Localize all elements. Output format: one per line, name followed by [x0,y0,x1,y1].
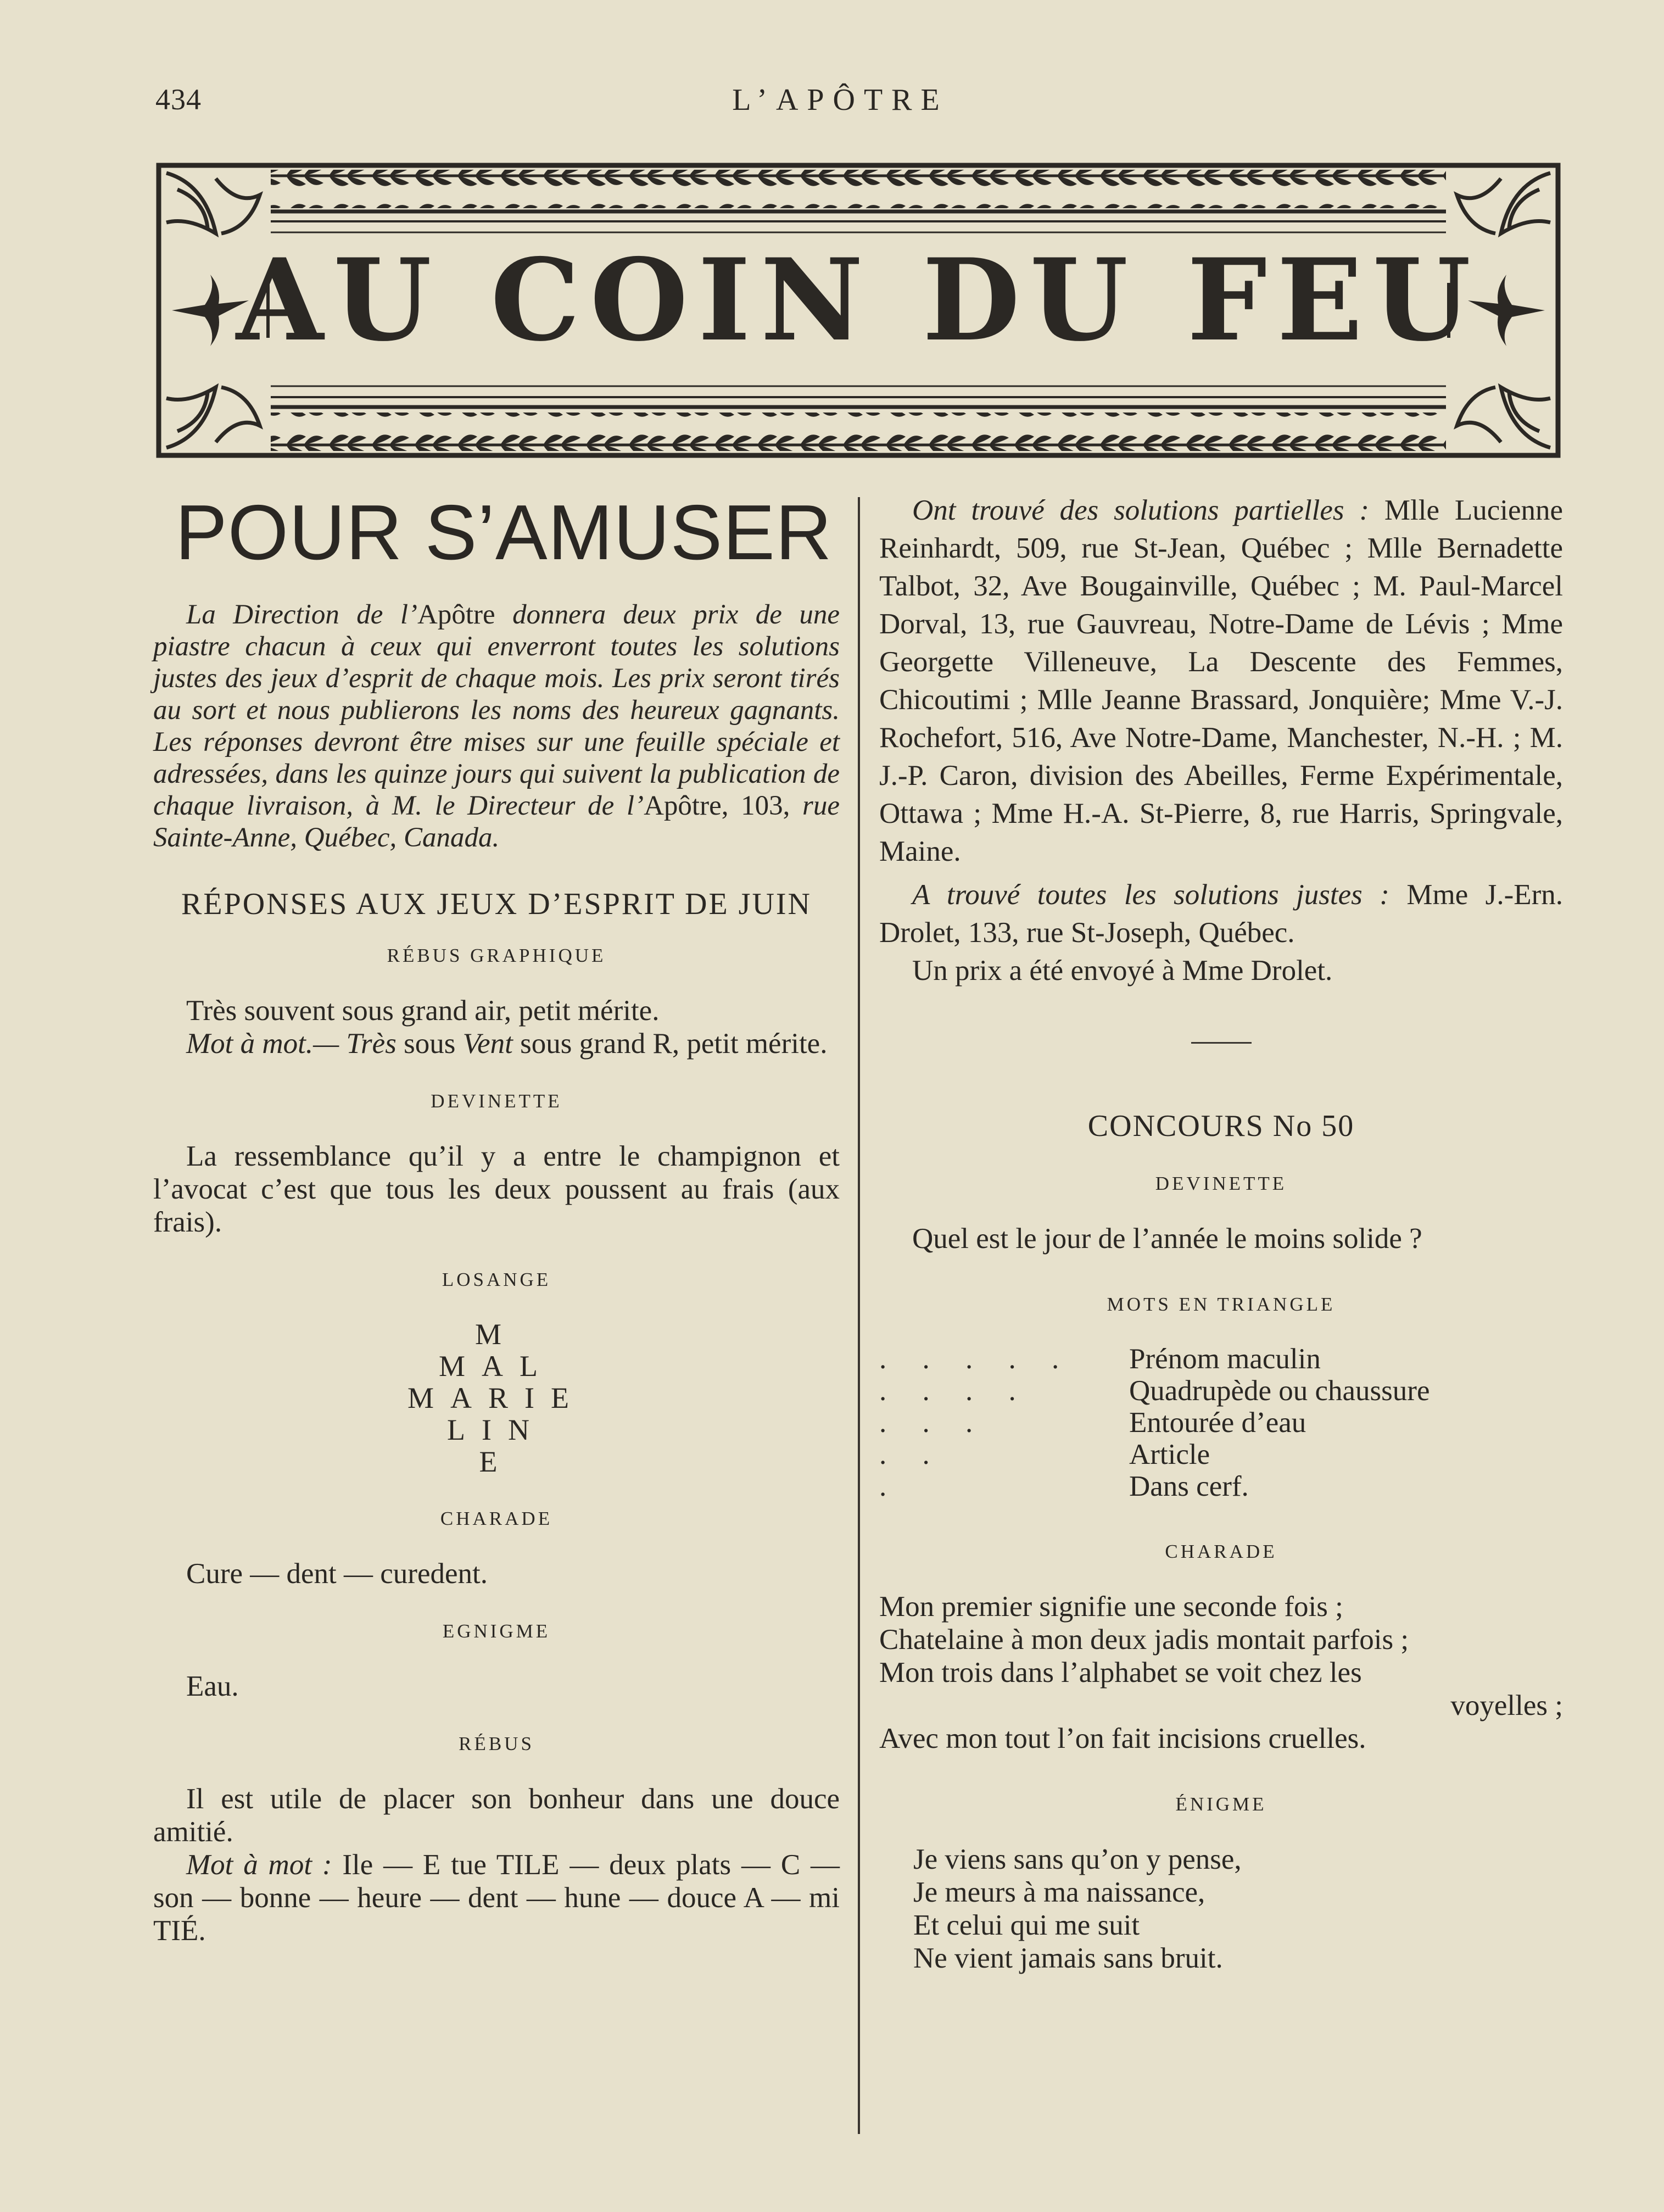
triangle-dots: . . [879,1439,944,1470]
prize-note: Un prix a été envoyé à Mme Drolet. [912,955,1333,987]
rebus-graphique-heading: RÉBUS GRAPHIQUE [387,945,606,966]
triangle-dots: . . . [879,1407,987,1439]
partial-solutions-names: Mlle Lucienne Reinhardt, 509, rue St-Jean, Québec ; Mlle Bernadette Talbot, 32, Ave Bougainville, Québec ; M. Paul-Marcel Dorval, 13, rue Gauvreau, Notre-Dame de Lévis ; Mme Georgette Villeneuve, La Descente des Femmes, Chicoutimi ; Mlle Jeanne Brassard, Jonquière; Mme V.-J. Rochefort, 516, Ave Notre-Dame, Manchester, N.-H. ; M. J.-P. Caron, division des Abeilles, Ferme Expérimentale, Ottawa ; Mme H.-A. St-Pierre, 8, rue Harris, Springvale, Maine. [879,494,1563,867]
mot-a-mot-label: Mot à mot.— Très [186,1028,397,1060]
egnigme-answer: Eau. [186,1670,239,1702]
enigme-line: Je viens sans qu’on y pense, [913,1843,1242,1875]
section-title: POUR S’AMUSER [175,489,833,576]
triangle-clue: Quadrupède ou chaussure [1129,1375,1430,1407]
triangle-dots: . . . . [879,1375,1030,1407]
journal-title: L’APÔTRE [732,83,948,117]
partial-solutions-label: Ont trouvé des solutions partielles : [912,494,1370,526]
left-column [153,489,840,1977]
right-column [879,492,1563,2005]
intro-journal-address: Apôtre, 103, [644,790,790,821]
charade-line: Chatelaine à mon deux jadis montait parfois ; [879,1624,1409,1656]
losange-row: M [474,1318,518,1351]
full-solutions-name: Mme J.-Ern. Drolet, 133, rue St-Joseph, Québec. [879,879,1563,949]
charade-line: voyelles ; [1450,1690,1563,1721]
section-divider [1191,1042,1252,1044]
charade-heading: CHARADE [440,1508,553,1529]
column-divider [858,497,860,2134]
losange-grid [153,1318,840,1478]
devinette-answer: La ressemblance qu’il y a entre le champignon et l’avocat c’est que tous les deux poussent au frais (aux frais). [153,1140,840,1238]
enigme-line: Et celui qui me suit [913,1909,1140,1941]
charade-line: Avec mon tout l’on fait incisions cruelles. [879,1723,1366,1754]
intro-text: La Direction de l’ [186,599,418,630]
enigme-line: Je meurs à ma naissance, [913,1876,1205,1908]
losange-row: MAL [439,1350,554,1383]
triangle-row [879,1375,1563,1407]
triangle-clue: Article [1129,1439,1210,1470]
rebus-explanation [153,1848,840,1947]
triangle-dots: . [879,1470,901,1502]
charade-heading: CHARADE [1165,1541,1277,1562]
losange-row: E [479,1445,514,1478]
mots-triangle-heading: MOTS EN TRIANGLE [1107,1294,1336,1315]
rebus-graphique-answer: Très souvent sous grand air, petit mérite. [186,995,660,1027]
contest-intro [153,599,840,854]
mot-a-mot-label: Mot à mot : [186,1849,332,1881]
charade-line: Mon trois dans l’alphabet se voit chez les [879,1657,1362,1689]
devinette-question: Quel est le jour de l’année le moins solide ? [912,1223,1422,1255]
losange-row: LIN [447,1413,546,1446]
rebus-answer: Il est utile de placer son bonheur dans une douce amitié. [153,1783,840,1848]
enigme-line: Ne vient jamais sans bruit. [913,1942,1223,1974]
losange-heading: LOSANGE [442,1269,551,1290]
enigme-heading: ÉNIGME [1175,1793,1267,1815]
egnigme-heading: EGNIGME [442,1620,551,1642]
partial-solutions [879,492,1563,871]
charade-answer: Cure — dent — curedent. [186,1558,488,1590]
triangle-clue: Dans cerf. [1129,1470,1249,1502]
devinette-heading: DEVINETTE [431,1090,562,1112]
charade-verse [879,1590,1563,1755]
enigme-verse [879,1843,1563,1975]
triangle-row [879,1343,1563,1375]
mot-text: sous grand R, petit mérite. [512,1028,828,1060]
triangle-clue: Entourée d’eau [1129,1407,1306,1439]
intro-text: rue Sainte-Anne, Québec, Canada. [153,790,840,853]
mot-text: Vent [462,1028,513,1060]
full-solutions-label: A trouvé toutes les solutions justes : [912,879,1389,911]
triangle-row [879,1407,1563,1439]
answers-heading: RÉPONSES AUX JEUX D’ESPRIT DE JUIN [181,887,812,921]
intro-journal-name: Apôtre [417,599,495,630]
full-solutions [879,876,1563,952]
triangle-dots: . . . . . [879,1343,1074,1375]
rebus-heading: RÉBUS [459,1733,534,1754]
losange-row: MARIE [407,1381,585,1414]
mots-triangle-list [879,1343,1563,1502]
mot-text: sous [396,1028,463,1060]
concours-title: CONCOURS No 50 [1087,1109,1355,1143]
banner-title: AU COIN DU FEU [236,235,1481,366]
charade-line: Mon premier signifie une seconde fois ; [879,1591,1343,1623]
rebus-graphique-explanation [153,1027,840,1060]
intro-text: donnera deux prix de une piastre chacun à ceux qui enverront toutes les solutions justes des jeux d’esprit de chaque mois. Les prix seront tirés au sort et nous publierons les noms des heureux gagnants. Les réponses devront être mises sur une feuille spéciale et adressées, dans les quinze jours qui suivent la publication de chaque livraison, à M. le Directeur de l’ [153,599,840,821]
triangle-row [879,1439,1563,1470]
triangle-row [879,1470,1563,1502]
page-number: 434 [155,83,202,116]
mot-text: Ile — E tue TILE — deux plats — C — son — bonne — heure — dent — hune — douce A — mi TIÉ. [153,1849,840,1947]
triangle-clue: Prénom maculin [1129,1343,1321,1375]
devinette-heading: DEVINETTE [1155,1173,1287,1194]
